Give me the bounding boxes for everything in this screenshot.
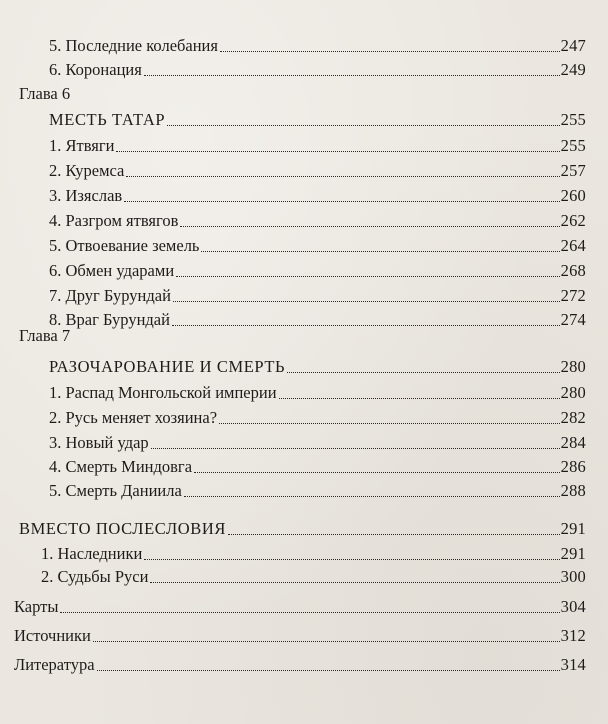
toc-entry[interactable] bbox=[49, 477, 586, 501]
dot-leader bbox=[184, 496, 560, 497]
dot-leader bbox=[97, 670, 560, 671]
toc-entry-page: 280 bbox=[560, 357, 586, 376]
dot-leader bbox=[60, 612, 559, 613]
toc-entry-page: 274 bbox=[560, 310, 586, 329]
toc-entry-sources[interactable] bbox=[14, 622, 586, 646]
dot-leader bbox=[116, 151, 559, 152]
dot-leader bbox=[144, 75, 560, 76]
dot-leader bbox=[167, 125, 560, 126]
dot-leader bbox=[219, 423, 560, 424]
dot-leader bbox=[180, 226, 559, 227]
toc-entry[interactable] bbox=[49, 157, 586, 181]
toc-entry-page: 264 bbox=[560, 236, 586, 255]
dot-leader bbox=[150, 582, 559, 583]
toc-entry[interactable] bbox=[41, 540, 586, 564]
dot-leader bbox=[151, 448, 560, 449]
dot-leader bbox=[126, 176, 559, 177]
toc-entry-page: 291 bbox=[560, 519, 586, 538]
toc-entry-title: Карты bbox=[14, 597, 59, 616]
dot-leader bbox=[173, 301, 560, 302]
toc-entry-page: 312 bbox=[560, 626, 586, 645]
toc-entry-title: Источники bbox=[14, 626, 91, 645]
toc-entry[interactable] bbox=[49, 132, 586, 156]
toc-entry-page: 268 bbox=[560, 261, 586, 280]
toc-entry-page: 282 bbox=[560, 408, 586, 427]
toc-entry[interactable] bbox=[49, 306, 586, 330]
dot-leader bbox=[172, 325, 560, 326]
toc-entry[interactable] bbox=[49, 207, 586, 231]
toc-entry[interactable] bbox=[49, 429, 586, 453]
toc-entry-title: 3. Изяслав bbox=[49, 186, 123, 205]
toc-chapter-entry[interactable] bbox=[49, 106, 586, 130]
toc-entry-title: 5. Последние колебания bbox=[49, 36, 218, 55]
dot-leader bbox=[228, 534, 560, 535]
toc-entry-page: 255 bbox=[560, 110, 586, 129]
chapter-title: РАЗОЧАРОВАНИЕ И СМЕРТЬ bbox=[49, 357, 286, 376]
toc-entry-page: 300 bbox=[560, 567, 586, 586]
toc-entry-title: 5. Отвоевание земель bbox=[49, 236, 200, 255]
toc-section-entry[interactable] bbox=[19, 515, 586, 539]
toc-entry-page: 255 bbox=[560, 136, 586, 155]
toc-entry-title: 1. Распад Монгольской империи bbox=[49, 383, 277, 402]
toc-entry[interactable] bbox=[49, 232, 586, 256]
chapter-label: Глава 7 bbox=[19, 326, 71, 345]
toc-entry-page: 288 bbox=[560, 481, 586, 500]
toc-entry[interactable] bbox=[41, 563, 586, 587]
chapter-label: Глава 6 bbox=[19, 84, 71, 103]
toc-entry-page: 286 bbox=[560, 457, 586, 476]
toc-entry-title: 7. Друг Бурундай bbox=[49, 286, 171, 305]
dot-leader bbox=[201, 251, 559, 252]
toc-entry-title: 1. Ятвяги bbox=[49, 136, 115, 155]
toc-entry[interactable] bbox=[49, 282, 586, 306]
toc-entry-page: 314 bbox=[560, 655, 586, 674]
toc-entry[interactable] bbox=[49, 453, 586, 477]
toc-entry-page: 262 bbox=[560, 211, 586, 230]
dot-leader bbox=[144, 559, 559, 560]
toc-chapter-entry[interactable] bbox=[49, 353, 586, 377]
toc-entry-title: 2. Судьбы Руси bbox=[41, 567, 149, 586]
toc-entry[interactable] bbox=[49, 56, 586, 80]
dot-leader bbox=[287, 372, 560, 373]
dot-leader bbox=[194, 472, 560, 473]
toc-entry-page: 284 bbox=[560, 433, 586, 452]
toc-entry-title: 6. Коронация bbox=[49, 60, 142, 79]
toc-entry-title: 8. Враг Бурундай bbox=[49, 310, 170, 329]
toc-entry-title: 2. Русь меняет хозяина? bbox=[49, 408, 218, 427]
toc-entry-page: 257 bbox=[560, 161, 586, 180]
toc-entry[interactable] bbox=[49, 32, 586, 56]
dot-leader bbox=[220, 51, 560, 52]
chapter-title: МЕСТЬ ТАТАР bbox=[49, 110, 166, 129]
section-title: ВМЕСТО ПОСЛЕСЛОВИЯ bbox=[19, 519, 226, 538]
dot-leader bbox=[93, 641, 560, 642]
toc-entry-title: Литература bbox=[14, 655, 95, 674]
toc-entry-literature[interactable] bbox=[14, 651, 586, 675]
dot-leader bbox=[279, 398, 560, 399]
toc-entry-page: 247 bbox=[560, 36, 586, 55]
toc-entry[interactable] bbox=[49, 182, 586, 206]
toc-entry-page: 272 bbox=[560, 286, 586, 305]
toc-entry-title: 3. Новый удар bbox=[49, 433, 149, 452]
toc-entry[interactable] bbox=[49, 379, 586, 403]
dot-leader bbox=[124, 201, 559, 202]
toc-entry[interactable] bbox=[49, 257, 586, 281]
toc-entry-title: 1. Наследники bbox=[41, 544, 143, 563]
toc-entry-page: 249 bbox=[560, 60, 586, 79]
toc-entry-page: 260 bbox=[560, 186, 586, 205]
toc-entry-title: 4. Разгром ятвягов bbox=[49, 211, 179, 230]
toc-entry-page: 291 bbox=[560, 544, 586, 563]
toc-entry-page: 280 bbox=[560, 383, 586, 402]
toc-entry-maps[interactable] bbox=[14, 593, 586, 617]
toc-entry-title: 5. Смерть Даниила bbox=[49, 481, 182, 500]
toc-entry-title: 2. Куремса bbox=[49, 161, 125, 180]
dot-leader bbox=[176, 276, 559, 277]
toc-entry-page: 304 bbox=[560, 597, 586, 616]
toc-entry[interactable] bbox=[49, 404, 586, 428]
toc-entry-title: 6. Обмен ударами bbox=[49, 261, 175, 280]
toc-entry-title: 4. Смерть Миндовга bbox=[49, 457, 193, 476]
